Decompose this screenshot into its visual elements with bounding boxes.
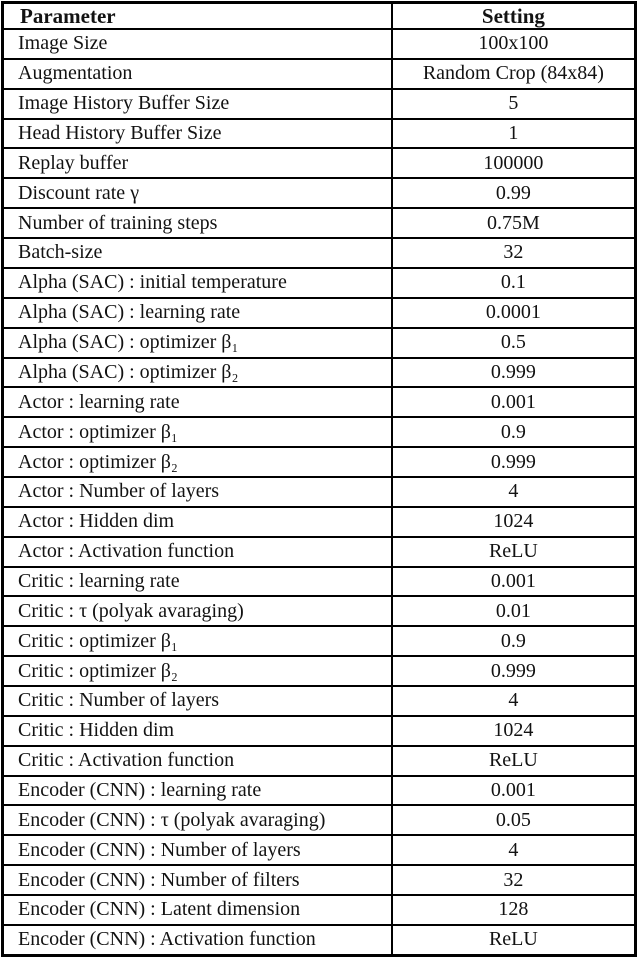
parameter-cell: Critic : Hidden dim xyxy=(3,716,392,746)
table-row xyxy=(3,238,636,268)
table-row xyxy=(3,656,636,686)
setting-cell: ReLU xyxy=(392,746,636,776)
table-body xyxy=(3,29,636,955)
parameter-cell: Actor : Activation function xyxy=(3,537,392,567)
parameter-cell: Actor : optimizer β₂ xyxy=(3,447,392,477)
parameter-cell: Critic : optimizer β₂ xyxy=(3,656,392,686)
setting-cell: 0.001 xyxy=(392,567,636,597)
parameter-cell: Encoder (CNN) : Activation function xyxy=(3,925,392,956)
setting-cell: 0.99 xyxy=(392,178,636,208)
column-header-setting: Setting xyxy=(392,3,636,30)
setting-cell: 0.1 xyxy=(392,268,636,298)
setting-cell: 0.9 xyxy=(392,417,636,447)
table-row xyxy=(3,148,636,178)
table-row xyxy=(3,119,636,149)
parameter-cell: Batch-size xyxy=(3,238,392,268)
parameter-cell: Actor : Hidden dim xyxy=(3,507,392,537)
setting-cell: 0.9 xyxy=(392,626,636,656)
setting-cell: 5 xyxy=(392,89,636,119)
parameter-cell: Augmentation xyxy=(3,59,392,89)
setting-cell: ReLU xyxy=(392,537,636,567)
table-row xyxy=(3,925,636,956)
table-row xyxy=(3,865,636,895)
setting-cell: 100000 xyxy=(392,148,636,178)
parameter-cell: Image Size xyxy=(3,29,392,59)
setting-cell: 1024 xyxy=(392,716,636,746)
table-row xyxy=(3,716,636,746)
table-row xyxy=(3,358,636,388)
table-row xyxy=(3,477,636,507)
parameter-cell: Head History Buffer Size xyxy=(3,119,392,149)
setting-cell: 4 xyxy=(392,686,636,716)
parameter-cell: Actor : learning rate xyxy=(3,387,392,417)
parameter-cell: Alpha (SAC) : optimizer β₂ xyxy=(3,358,392,388)
table-row xyxy=(3,746,636,776)
parameter-cell: Critic : optimizer β₁ xyxy=(3,626,392,656)
setting-cell: 0.01 xyxy=(392,596,636,626)
parameter-cell: Replay buffer xyxy=(3,148,392,178)
table-row xyxy=(3,447,636,477)
table-row xyxy=(3,298,636,328)
parameter-cell: Encoder (CNN) : τ (polyak avaraging) xyxy=(3,805,392,835)
setting-cell: 0.001 xyxy=(392,776,636,806)
parameter-cell: Discount rate γ xyxy=(3,178,392,208)
hyperparameters-table xyxy=(1,1,637,957)
table-row xyxy=(3,89,636,119)
parameter-cell: Alpha (SAC) : initial temperature xyxy=(3,268,392,298)
parameter-cell: Alpha (SAC) : optimizer β₁ xyxy=(3,328,392,358)
table-row xyxy=(3,567,636,597)
parameter-cell: Image History Buffer Size xyxy=(3,89,392,119)
parameter-cell: Actor : optimizer β₁ xyxy=(3,417,392,447)
setting-cell: 32 xyxy=(392,865,636,895)
parameter-cell: Number of training steps xyxy=(3,208,392,238)
setting-cell: 0.0001 xyxy=(392,298,636,328)
setting-cell: 0.999 xyxy=(392,447,636,477)
table-row xyxy=(3,507,636,537)
setting-cell: 0.001 xyxy=(392,387,636,417)
setting-cell: 0.5 xyxy=(392,328,636,358)
table-row xyxy=(3,178,636,208)
setting-cell: 4 xyxy=(392,835,636,865)
table-row xyxy=(3,328,636,358)
parameter-cell: Encoder (CNN) : Latent dimension xyxy=(3,895,392,925)
setting-cell: 1024 xyxy=(392,507,636,537)
setting-cell: 1 xyxy=(392,119,636,149)
table-row xyxy=(3,268,636,298)
table-row xyxy=(3,208,636,238)
table-row xyxy=(3,626,636,656)
column-header-parameter: Parameter xyxy=(3,3,392,30)
table-row xyxy=(3,59,636,89)
setting-cell: 32 xyxy=(392,238,636,268)
setting-cell: ReLU xyxy=(392,925,636,956)
setting-cell: 128 xyxy=(392,895,636,925)
setting-cell: 100x100 xyxy=(392,29,636,59)
parameter-cell: Encoder (CNN) : learning rate xyxy=(3,776,392,806)
table-row xyxy=(3,29,636,59)
table-row xyxy=(3,417,636,447)
setting-cell: 0.05 xyxy=(392,805,636,835)
parameter-cell: Encoder (CNN) : Number of filters xyxy=(3,865,392,895)
parameter-cell: Critic : Number of layers xyxy=(3,686,392,716)
table-row xyxy=(3,537,636,567)
table-header-row xyxy=(3,3,636,30)
setting-cell: 0.999 xyxy=(392,358,636,388)
setting-cell: 0.75M xyxy=(392,208,636,238)
setting-cell: 4 xyxy=(392,477,636,507)
setting-cell: Random Crop (84x84) xyxy=(392,59,636,89)
table-row xyxy=(3,805,636,835)
parameter-cell: Critic : learning rate xyxy=(3,567,392,597)
table-row xyxy=(3,596,636,626)
table-row xyxy=(3,387,636,417)
parameter-cell: Encoder (CNN) : Number of layers xyxy=(3,835,392,865)
setting-cell: 0.999 xyxy=(392,656,636,686)
table-row xyxy=(3,776,636,806)
parameter-cell: Critic : τ (polyak avaraging) xyxy=(3,596,392,626)
parameter-cell: Critic : Activation function xyxy=(3,746,392,776)
parameter-cell: Actor : Number of layers xyxy=(3,477,392,507)
parameter-cell: Alpha (SAC) : learning rate xyxy=(3,298,392,328)
table-row xyxy=(3,835,636,865)
table-row xyxy=(3,686,636,716)
table-row xyxy=(3,895,636,925)
